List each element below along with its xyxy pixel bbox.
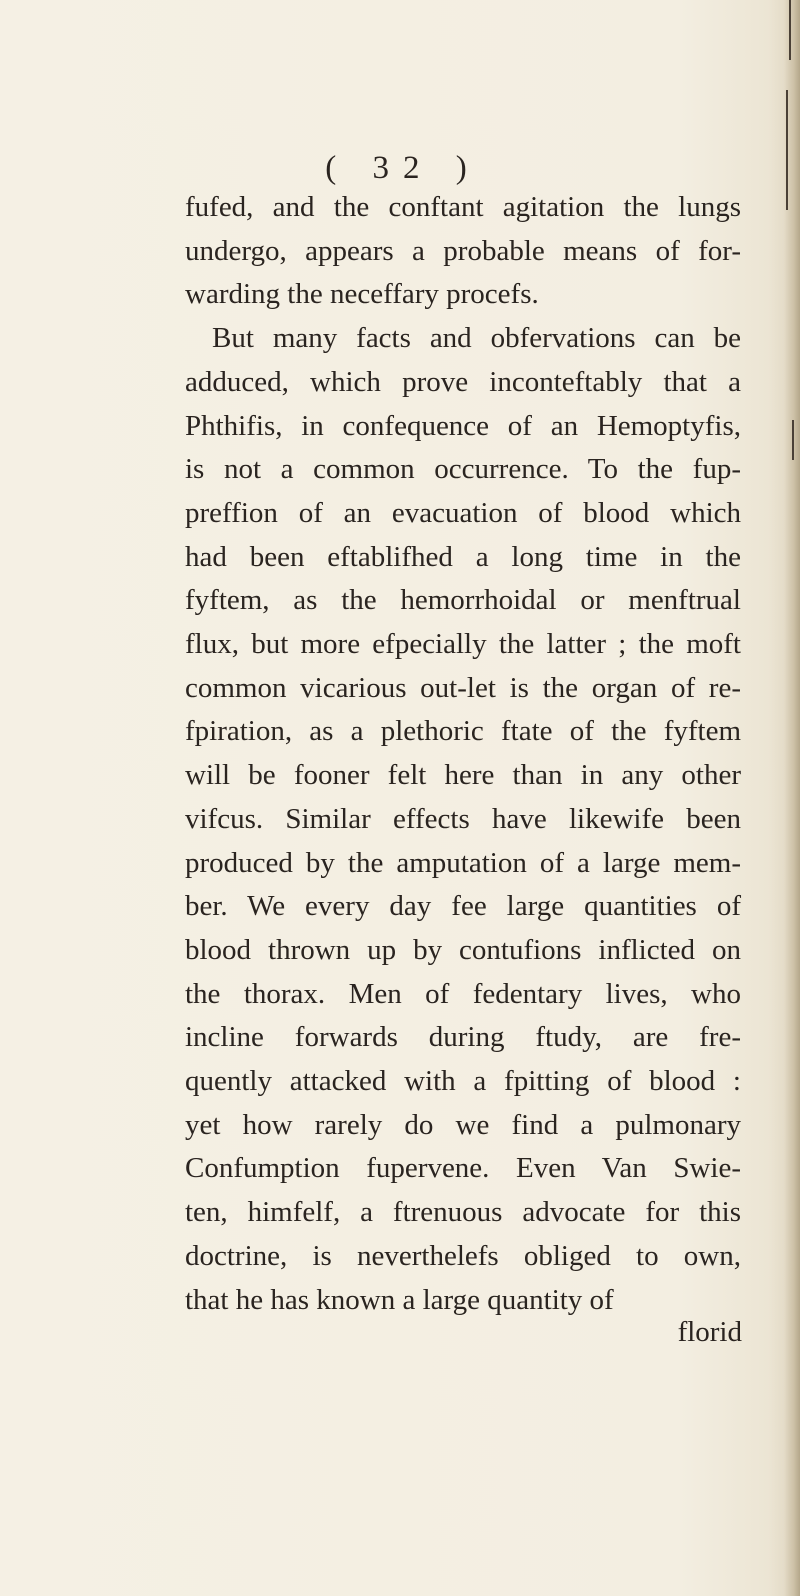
text-line: quently attacked with a fpitting of blood :	[185, 1065, 741, 1097]
page-edge-line	[792, 420, 794, 460]
text-line: doctrine, is neverthelefs obliged to own,	[185, 1239, 741, 1272]
text-line: ten, himfelf, a ftrenuous advocate for this	[185, 1196, 741, 1229]
text-line: vifcus. Similar effects have likewife been	[185, 802, 741, 835]
text-line: is not a common occurrence. To the fup-	[185, 453, 741, 486]
text-line: had been eftablifhed a long time in the	[185, 540, 741, 573]
text-line: warding the neceffary procefs.	[185, 278, 539, 311]
text-line: will be fooner felt here than in any other	[185, 759, 741, 792]
text-line: Confumption fupervene. Even Van Swie-	[185, 1152, 741, 1185]
text-line: fufed, and the conftant agitation the lungs	[185, 191, 741, 223]
text-line: But many facts and obfervations can be	[212, 322, 741, 355]
text-line: blood thrown up by contufions inflicted on	[185, 933, 741, 966]
text-line: undergo, appears a probable means of for-	[185, 234, 741, 267]
page-edge-line	[789, 0, 791, 60]
page-edge-shadow	[784, 0, 800, 1596]
text-line: the thorax. Men of fedentary lives, who	[185, 977, 741, 1010]
text-line: fyftem, as the hemorrhoidal or menftrual	[185, 584, 741, 617]
text-line: Phthifis, in confequence of an Hemoptyfis,	[185, 409, 741, 442]
text-line: yet how rarely do we find a pulmonary	[185, 1108, 741, 1141]
text-line: flux, but more efpecially the latter ; the moft	[185, 628, 741, 660]
text-line: that he has known a large quantity of	[185, 1283, 614, 1316]
catchword: florid	[677, 1316, 742, 1348]
page-number: ( 32 )	[325, 150, 481, 186]
text-line: common vicarious out-let is the organ of re-	[185, 671, 741, 704]
text-line: adduced, which prove inconteftably that a	[185, 365, 741, 398]
text-line: fpiration, as a plethoric ftate of the fyftem	[185, 715, 741, 748]
text-line: incline forwards during ftudy, are fre-	[185, 1021, 741, 1054]
text-line: preffion of an evacuation of blood which	[185, 496, 741, 529]
text-line: produced by the amputation of a large mem-	[185, 846, 741, 879]
text-line: ber. We every day fee large quantities of	[185, 890, 741, 923]
